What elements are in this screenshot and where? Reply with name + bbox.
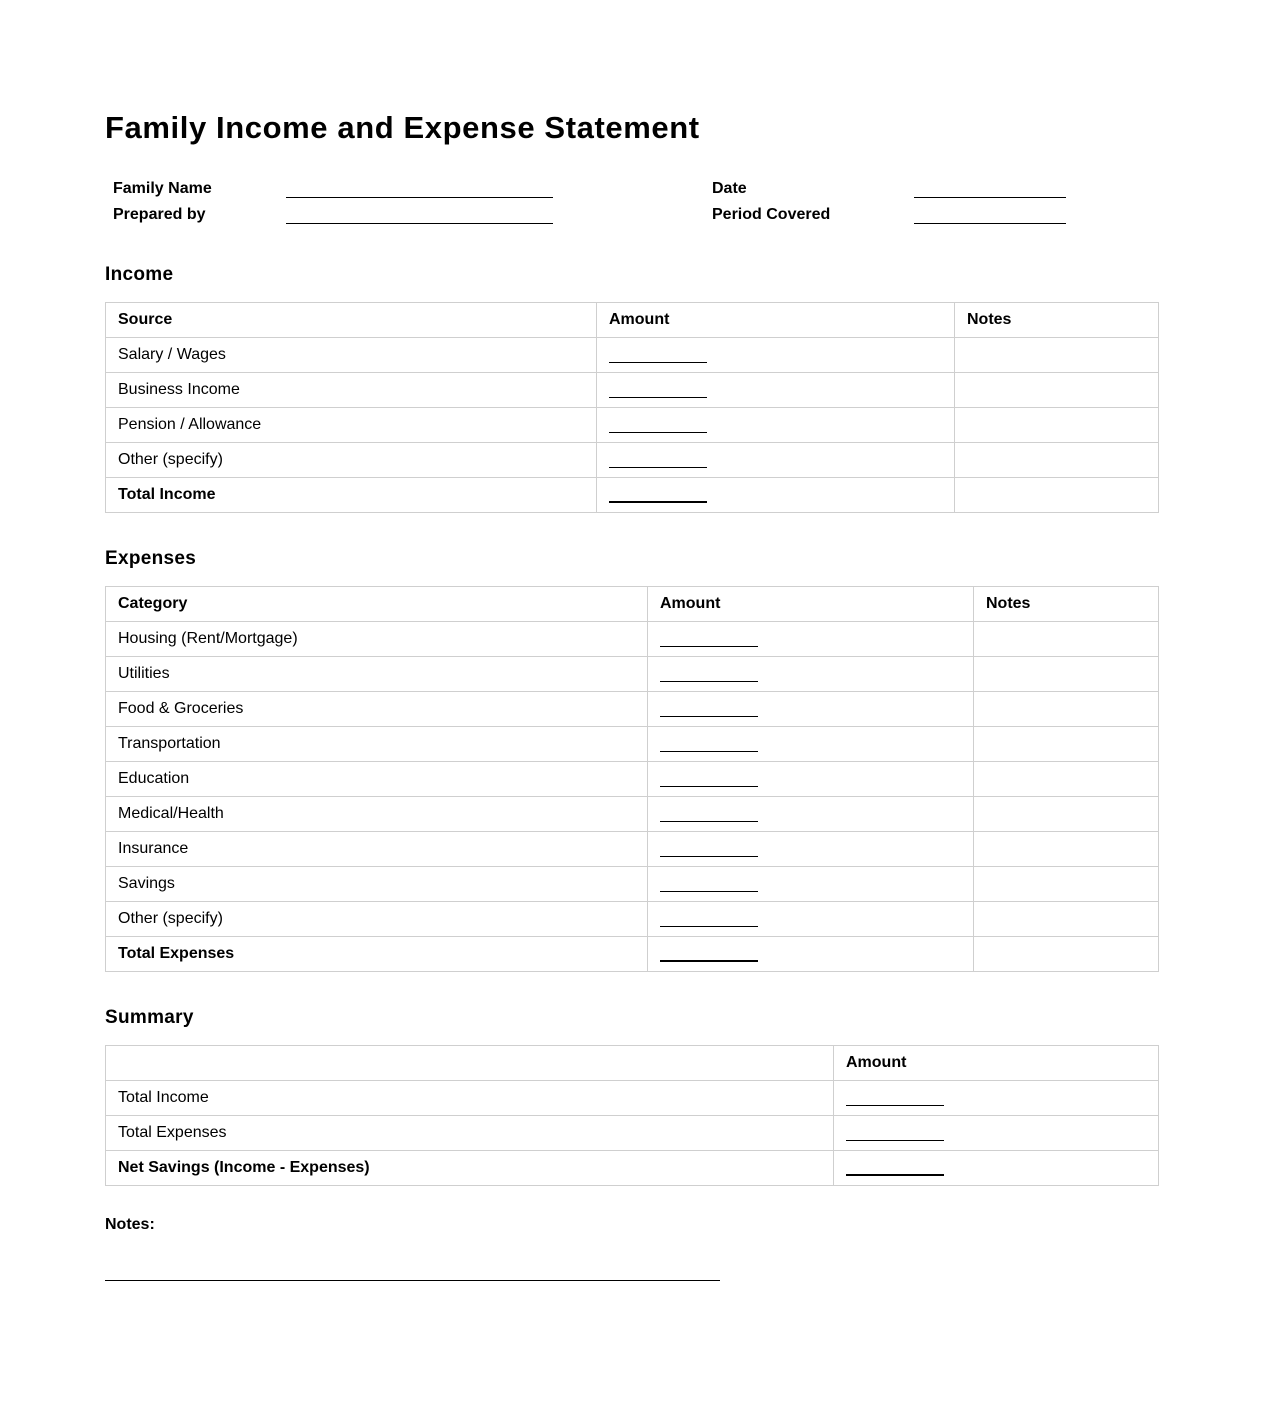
net-savings-label: Net Savings (Income - Expenses) [106,1151,834,1186]
notes-cell[interactable] [974,727,1159,762]
table-row [106,902,1159,937]
total-blank-line[interactable] [609,501,707,503]
amount-blank-line[interactable] [660,786,758,787]
income-section-title: Income [105,264,174,285]
amount-cell[interactable] [648,867,974,902]
row-label: Transportation [106,727,648,762]
table-header-row [106,303,1159,338]
amount-blank-line[interactable] [609,432,707,433]
column-header-amount: Amount [834,1046,1159,1081]
table-row [106,338,1159,373]
table-row [106,797,1159,832]
notes-field-line[interactable] [105,1280,720,1281]
expenses-section-title: Expenses [105,548,197,569]
family-name-field[interactable] [286,197,553,198]
notes-cell[interactable] [974,902,1159,937]
row-label: Food & Groceries [106,692,648,727]
date-label: Date [712,180,747,197]
row-label: Utilities [106,657,648,692]
row-label: Education [106,762,648,797]
amount-blank-line[interactable] [609,397,707,398]
prepared-by-label: Prepared by [113,206,206,223]
table-row [106,373,1159,408]
amount-blank-line[interactable] [846,1105,944,1106]
amount-blank-line[interactable] [660,891,758,892]
row-label: Business Income [106,373,597,408]
notes-label: Notes: [105,1216,155,1233]
summary-section-title: Summary [105,1007,194,1028]
table-row [106,762,1159,797]
amount-blank-line[interactable] [660,681,758,682]
table-row [106,1116,1159,1151]
column-header-notes: Notes [974,587,1159,622]
row-label: Pension / Allowance [106,408,597,443]
column-header-amount: Amount [648,587,974,622]
column-header-category: Category [106,587,648,622]
table-row [106,657,1159,692]
amount-blank-line[interactable] [660,646,758,647]
notes-cell[interactable] [974,622,1159,657]
amount-cell[interactable] [597,373,955,408]
total-blank-line[interactable] [660,960,758,962]
period-covered-label: Period Covered [712,206,831,223]
row-label: Total Income [106,1081,834,1116]
amount-cell[interactable] [648,692,974,727]
notes-cell[interactable] [974,692,1159,727]
amount-cell[interactable] [597,338,955,373]
amount-blank-line[interactable] [660,751,758,752]
notes-cell[interactable] [974,762,1159,797]
row-label: Savings [106,867,648,902]
column-header-notes: Notes [955,303,1159,338]
notes-cell[interactable] [974,657,1159,692]
total-row [106,937,1159,972]
net-savings-row [106,1151,1159,1186]
amount-cell[interactable] [648,832,974,867]
row-label: Housing (Rent/Mortgage) [106,622,648,657]
total-row [106,478,1159,513]
row-label: Other (specify) [106,902,648,937]
notes-cell[interactable] [974,937,1159,972]
row-label: Total Expenses [106,1116,834,1151]
total-amount-cell[interactable] [648,937,974,972]
table-row [106,692,1159,727]
row-label: Other (specify) [106,443,597,478]
amount-blank-line[interactable] [846,1140,944,1141]
total-income-label: Total Income [106,478,597,513]
table-row [106,408,1159,443]
net-savings-blank-line[interactable] [846,1174,944,1176]
amount-blank-line[interactable] [660,821,758,822]
net-savings-amount-cell[interactable] [834,1151,1159,1186]
table-row [106,622,1159,657]
table-header-row [106,1046,1159,1081]
table-row [106,832,1159,867]
notes-cell[interactable] [955,443,1159,478]
amount-cell[interactable] [648,762,974,797]
amount-cell[interactable] [648,797,974,832]
column-header-blank [106,1046,834,1081]
amount-blank-line[interactable] [660,716,758,717]
summary-table [105,1045,1159,1186]
amount-blank-line[interactable] [660,926,758,927]
table-row [106,1081,1159,1116]
period-covered-field[interactable] [914,223,1066,224]
table-row [106,867,1159,902]
notes-cell[interactable] [955,478,1159,513]
table-row [106,727,1159,762]
notes-cell[interactable] [955,373,1159,408]
row-label: Salary / Wages [106,338,597,373]
amount-cell[interactable] [648,902,974,937]
notes-cell[interactable] [974,832,1159,867]
amount-cell[interactable] [834,1081,1159,1116]
table-row [106,443,1159,478]
notes-cell[interactable] [955,338,1159,373]
prepared-by-field[interactable] [286,223,553,224]
page-title: Family Income and Expense Statement [105,110,700,145]
amount-blank-line[interactable] [660,856,758,857]
notes-cell[interactable] [974,867,1159,902]
amount-cell[interactable] [597,408,955,443]
column-header-amount: Amount [597,303,955,338]
amount-blank-line[interactable] [609,467,707,468]
amount-cell[interactable] [648,727,974,762]
column-header-source: Source [106,303,597,338]
row-label: Medical/Health [106,797,648,832]
amount-cell[interactable] [648,657,974,692]
amount-cell[interactable] [648,622,974,657]
income-table [105,302,1159,513]
table-header-row [106,587,1159,622]
amount-cell[interactable] [834,1116,1159,1151]
total-amount-cell[interactable] [597,478,955,513]
amount-blank-line[interactable] [609,362,707,363]
date-field[interactable] [914,197,1066,198]
expenses-table [105,586,1159,972]
notes-cell[interactable] [974,797,1159,832]
row-label: Insurance [106,832,648,867]
total-expenses-label: Total Expenses [106,937,648,972]
amount-cell[interactable] [597,443,955,478]
notes-cell[interactable] [955,408,1159,443]
family-name-label: Family Name [113,180,212,197]
